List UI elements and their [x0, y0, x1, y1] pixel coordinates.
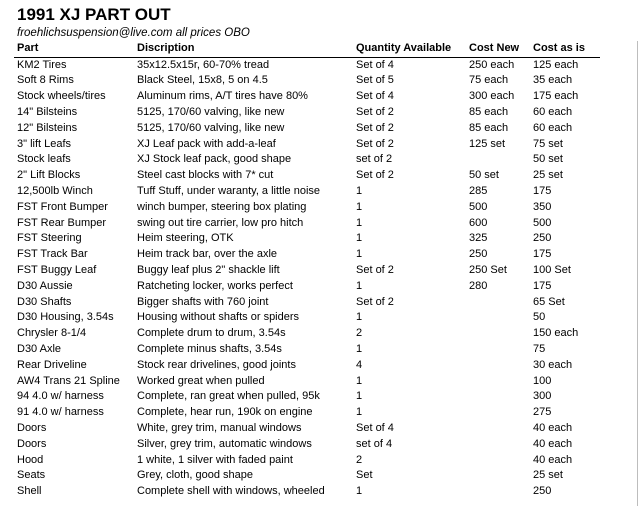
cell-description: Heim steering, OTK: [137, 232, 234, 245]
cell-cost-new: 250: [469, 248, 488, 261]
cell-part: D30 Shafts: [17, 295, 72, 308]
cell-part: FST Front Bumper: [17, 200, 108, 213]
cell-cost-as-is: 30 each: [533, 358, 573, 371]
cell-description: Bigger shafts with 760 joint: [137, 295, 269, 308]
cell-cost-as-is: 75 set: [533, 137, 563, 150]
cell-part: 12,500lb Winch: [17, 185, 93, 198]
cell-cost-new: 285: [469, 185, 488, 198]
cell-part: KM2 Tires: [17, 58, 67, 71]
cell-cost-new: 85 each: [469, 121, 509, 134]
table-row: [14, 105, 600, 121]
cell-part: D30 Aussie: [17, 279, 73, 292]
gridline: [637, 41, 638, 506]
table-row: [14, 184, 600, 200]
cell-part: 14" Bilsteins: [17, 106, 78, 119]
cell-quantity: 1: [356, 200, 363, 213]
cell-cost-as-is: 250: [533, 485, 552, 498]
cell-cost-new: 125 set: [469, 137, 506, 150]
cell-quantity: Set of 5: [356, 74, 394, 87]
cell-cost-as-is: 175 each: [533, 90, 579, 103]
table-row: [14, 136, 600, 152]
cell-part: Chrysler 8-1/4: [17, 327, 87, 340]
cell-cost-new: [466, 405, 530, 421]
parts-table: [14, 41, 600, 500]
cell-cost-new: [466, 452, 530, 468]
table-row: [14, 294, 600, 310]
column-header-cost-as-is: Cost as is: [530, 41, 600, 57]
cell-description: 5125, 170/60 valving, like new: [137, 106, 285, 119]
cell-quantity: 1: [356, 374, 363, 387]
cell-cost-as-is: 60 each: [533, 106, 573, 119]
cell-quantity: Set of 4: [356, 90, 394, 103]
cell-cost-new: 250 each: [469, 58, 515, 71]
cell-cost-as-is: 150 each: [533, 327, 579, 340]
cell-cost-new: 500: [469, 200, 488, 213]
cell-description: 5125, 170/60 valving, like new: [137, 121, 285, 134]
table-row: [14, 89, 600, 105]
cell-cost-new: [466, 421, 530, 437]
cell-part: Doors: [17, 437, 47, 450]
table-row: [14, 152, 600, 168]
cell-cost-as-is: 50 set: [533, 153, 563, 166]
table-row: [14, 310, 600, 326]
cell-description: Complete drum to drum, 3.54s: [137, 327, 286, 340]
cell-cost-new: [466, 468, 530, 484]
cell-quantity: Set of 2: [356, 121, 394, 134]
cell-quantity: 4: [356, 358, 363, 371]
cell-cost-as-is: 275: [533, 406, 552, 419]
cell-quantity: 2: [356, 453, 363, 466]
cell-description: Stock rear drivelines, good joints: [137, 358, 296, 371]
cell-cost-as-is: 40 each: [533, 453, 573, 466]
cell-quantity: 1: [356, 279, 363, 292]
cell-cost-new: 250 Set: [469, 264, 507, 276]
table-row: [14, 405, 600, 421]
cell-part: 94 4.0 w/ harness: [17, 390, 104, 403]
cell-cost-new: 50 set: [469, 169, 499, 182]
cell-cost-as-is: 40 each: [533, 421, 573, 434]
table-row: [14, 121, 600, 137]
cell-quantity: 1: [356, 342, 363, 355]
cell-cost-as-is: 250: [533, 232, 552, 245]
cell-quantity: 1: [356, 185, 363, 198]
cell-description: White, grey trim, manual windows: [137, 421, 302, 434]
cell-quantity: 1: [356, 311, 363, 324]
cell-description: Steel cast blocks with 7* cut: [137, 169, 274, 182]
cell-description: winch bumper, steering box plating: [137, 200, 307, 213]
cell-description: Ratcheting locker, works perfect: [137, 279, 293, 292]
cell-description: Aluminum rims, A/T tires have 80%: [137, 90, 308, 103]
table-row: [14, 279, 600, 295]
cell-part: D30 Housing, 3.54s: [17, 311, 114, 324]
cell-quantity: Set of 2: [356, 264, 394, 276]
table-row: [14, 373, 600, 389]
cell-quantity: Set of 2: [356, 106, 394, 119]
cell-cost-as-is: 100: [533, 374, 552, 387]
cell-cost-as-is: 25 set: [533, 469, 563, 482]
table-row: [14, 326, 600, 342]
table-row: [14, 389, 600, 405]
cell-cost-new: [466, 294, 530, 310]
column-header-description: Discription: [134, 41, 353, 57]
cell-part: 2" Lift Blocks: [17, 169, 81, 182]
cell-quantity: Set of 4: [356, 421, 394, 434]
cell-cost-as-is: 175: [533, 185, 552, 198]
cell-part: FST Steering: [17, 232, 82, 245]
cell-cost-new: 75 each: [469, 74, 509, 87]
cell-description: Silver, grey trim, automatic windows: [137, 437, 312, 450]
cell-cost-as-is: 25 set: [533, 169, 563, 182]
cell-description: Worked great when pulled: [137, 374, 265, 387]
cell-quantity: 1: [356, 406, 363, 419]
cell-description: Buggy leaf plus 2" shackle lift: [137, 264, 280, 276]
cell-cost-new: [466, 437, 530, 453]
table-body: [14, 57, 600, 500]
cell-description: swing out tire carrier, low pro hitch: [137, 216, 304, 229]
cell-description: Housing without shafts or spiders: [137, 311, 300, 324]
cell-cost-new: 280: [469, 279, 488, 292]
cell-cost-as-is: 40 each: [533, 437, 573, 450]
cell-description: XJ Stock leaf pack, good shape: [137, 153, 292, 166]
cell-quantity: set of 2: [356, 153, 393, 166]
cell-cost-new: [466, 484, 530, 500]
cell-description: Complete shell with windows, wheeled: [137, 485, 325, 498]
cell-part: Stock wheels/tires: [17, 90, 106, 103]
cell-part: FST Buggy Leaf: [17, 264, 97, 276]
cell-description: Complete, hear run, 190k on engine: [137, 406, 313, 419]
cell-cost-as-is: 125 each: [533, 58, 579, 71]
cell-part: FST Rear Bumper: [17, 216, 107, 229]
cell-part: FST Track Bar: [17, 248, 88, 261]
table-row: [14, 484, 600, 500]
cell-part: AW4 Trans 21 Spline: [17, 374, 120, 387]
cell-part: Rear Driveline: [17, 358, 87, 371]
table-row: [14, 263, 600, 279]
cell-cost-as-is: 60 each: [533, 121, 573, 134]
cell-part: Hood: [17, 453, 44, 466]
cell-cost-new: 325: [469, 232, 488, 245]
table-row: [14, 421, 600, 437]
table-row: [14, 215, 600, 231]
cell-quantity: 1: [356, 390, 363, 403]
table-row: [14, 437, 600, 453]
cell-cost-as-is: 500: [533, 216, 552, 229]
cell-cost-new: [466, 373, 530, 389]
cell-cost-new: [466, 310, 530, 326]
cell-cost-as-is: 35 each: [533, 74, 573, 87]
cell-part: Soft 8 Rims: [17, 74, 74, 87]
cell-description: Grey, cloth, good shape: [137, 469, 253, 482]
cell-cost-as-is: 65 Set: [533, 295, 565, 308]
cell-part: Stock leafs: [17, 153, 71, 166]
cell-description: 1 white, 1 silver with faded paint: [137, 453, 293, 466]
column-header-part: Part: [14, 41, 134, 57]
cell-part: Doors: [17, 421, 47, 434]
cell-description: Complete minus shafts, 3.54s: [137, 342, 282, 355]
cell-description: Black Steel, 15x8, 5 on 4.5: [137, 74, 268, 87]
column-header-cost-new: Cost New: [466, 41, 530, 57]
cell-description: Tuff Stuff, under waranty, a little noise: [137, 185, 321, 198]
cell-quantity: 1: [356, 232, 363, 245]
cell-quantity: Set of 2: [356, 137, 394, 150]
cell-cost-as-is: 100 Set: [533, 264, 571, 276]
table-row: [14, 452, 600, 468]
table-row: [14, 168, 600, 184]
table-row: [14, 231, 600, 247]
cell-cost-as-is: 300: [533, 390, 552, 403]
cell-description: XJ Leaf pack with add-a-leaf: [137, 137, 276, 150]
cell-description: Heim track bar, over the axle: [137, 248, 278, 261]
cell-cost-new: [466, 389, 530, 405]
cell-quantity: 1: [356, 216, 363, 229]
cell-part: Shell: [17, 485, 42, 498]
table-row: [14, 247, 600, 263]
cell-quantity: Set of 2: [356, 169, 394, 182]
table-header-row: [14, 41, 600, 57]
column-header-quantity: Quantity Available: [353, 41, 466, 57]
cell-description: Complete, ran great when pulled, 95k: [137, 390, 320, 403]
cell-quantity: 2: [356, 327, 363, 340]
table-row: [14, 468, 600, 484]
cell-cost-as-is: 175: [533, 248, 552, 261]
cell-cost-as-is: 350: [533, 200, 552, 213]
cell-cost-new: [466, 326, 530, 342]
cell-quantity: Set of 4: [356, 58, 394, 71]
cell-description: 35x12.5x15r, 60-70% tread: [137, 58, 270, 71]
cell-cost-new: 600: [469, 216, 488, 229]
cell-part: D30 Axle: [17, 342, 62, 355]
cell-cost-as-is: 175: [533, 279, 552, 292]
table-row: [14, 57, 600, 73]
table-row: [14, 200, 600, 216]
cell-part: 91 4.0 w/ harness: [17, 406, 104, 419]
cell-cost-as-is: 75: [533, 342, 546, 355]
cell-part: Seats: [17, 469, 46, 482]
cell-quantity: Set: [356, 469, 373, 482]
cell-quantity: Set of 2: [356, 295, 394, 308]
table-row: [14, 73, 600, 89]
table-row: [14, 342, 600, 358]
cell-cost-new: [466, 152, 530, 168]
contact-subtitle: froehlichsuspension@live.com all prices OBO: [17, 27, 250, 39]
cell-part: 12" Bilsteins: [17, 121, 78, 134]
cell-quantity: set of 4: [356, 437, 393, 450]
table-row: [14, 358, 600, 374]
page-title: 1991 XJ PART OUT: [17, 5, 171, 24]
cell-cost-as-is: 50: [533, 311, 546, 324]
cell-cost-new: [466, 358, 530, 374]
cell-cost-new: 85 each: [469, 106, 509, 119]
cell-quantity: 1: [356, 248, 363, 261]
cell-cost-new: 300 each: [469, 90, 515, 103]
cell-quantity: 1: [356, 485, 363, 498]
cell-part: 3" lift Leafs: [17, 137, 72, 150]
cell-cost-new: [466, 342, 530, 358]
